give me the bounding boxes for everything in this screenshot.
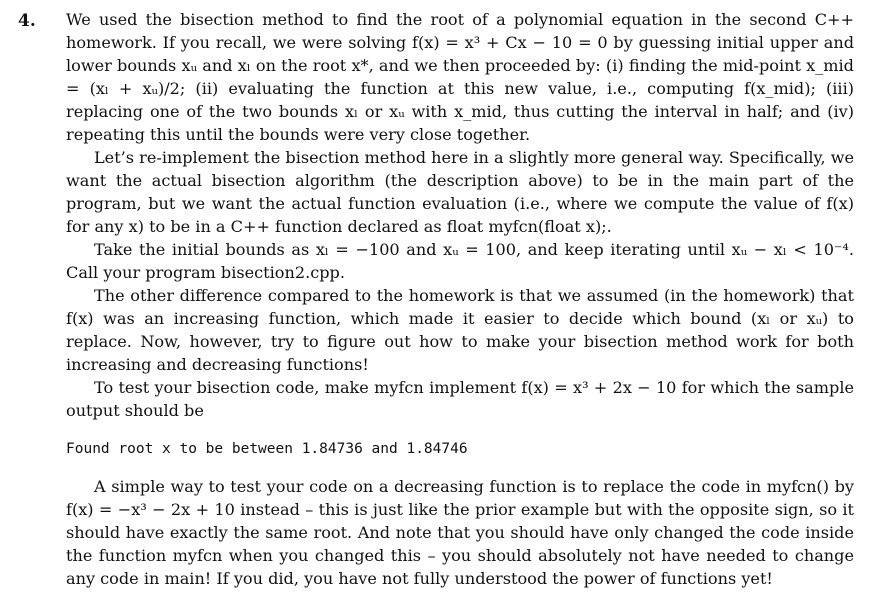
problem-4 bbox=[18, 8, 854, 590]
problem-number: 4. bbox=[18, 11, 36, 31]
paragraph-2: Let’s re-implement the bisection method here in a slightly more general way. Specifically, we want the actual bisection algorithm (the description above) to be in the main part of the program, but we want the actual function evaluation (i.e., where we compute the value of f(x) for any x) to be in a C++ function declared as float myfcn(float x);. bbox=[66, 148, 855, 236]
paragraph-1: We used the bisection method to find the root of a polynomial equation in the second C++ homework. If you recall, we were solving f(x) = x³ + Cx − 10 = 0 by guessing initial upper and lower bounds xᵤ and xₗ on the root x*, and we then proceeded by: (i) finding the mid-point x_mid = (xₗ + xᵤ)/2; (ii) evaluating the function at this new value, i.e., computing f(x_mid); (iii) replacing one of the two bounds xₗ or xᵤ with x_mid, thus cutting the interval in half; and (iv) repeating this until the bounds were very close together. bbox=[66, 10, 854, 144]
paragraph-4: The other difference compared to the homework is that we assumed (in the homework) that f(x) was an increasing function, which made it easier to decide which bound (xₗ or xᵤ) to replace. Now, however, try to figure out how to make your bisection method work for both increasing and decreasing functions! bbox=[66, 286, 854, 374]
paragraph-5: To test your bisection code, make myfcn implement f(x) = x³ + 2x − 10 for which the sample output should be bbox=[66, 378, 854, 420]
paragraph-6: A simple way to test your code on a decreasing function is to replace the code in myfcn() by f(x) = −x³ − 2x + 10 instead – this is just like the prior example but with the opposite sign, so it should have exactly the same root. And note that you should have only changed the code inside the function myfcn when you changed this – you should absolutely not have needed to change any code in main! If you did, you have not fully understood the power of functions yet! bbox=[66, 477, 854, 588]
paragraph-3: Take the initial bounds as xₗ = −100 and xᵤ = 100, and keep iterating until xᵤ − xₗ < 10⁻⁴. Call your program bisection2.cpp. bbox=[66, 240, 854, 282]
problem-body bbox=[66, 8, 854, 590]
sample-output: Found root x to be between 1.84736 and 1.84746 bbox=[66, 441, 468, 457]
